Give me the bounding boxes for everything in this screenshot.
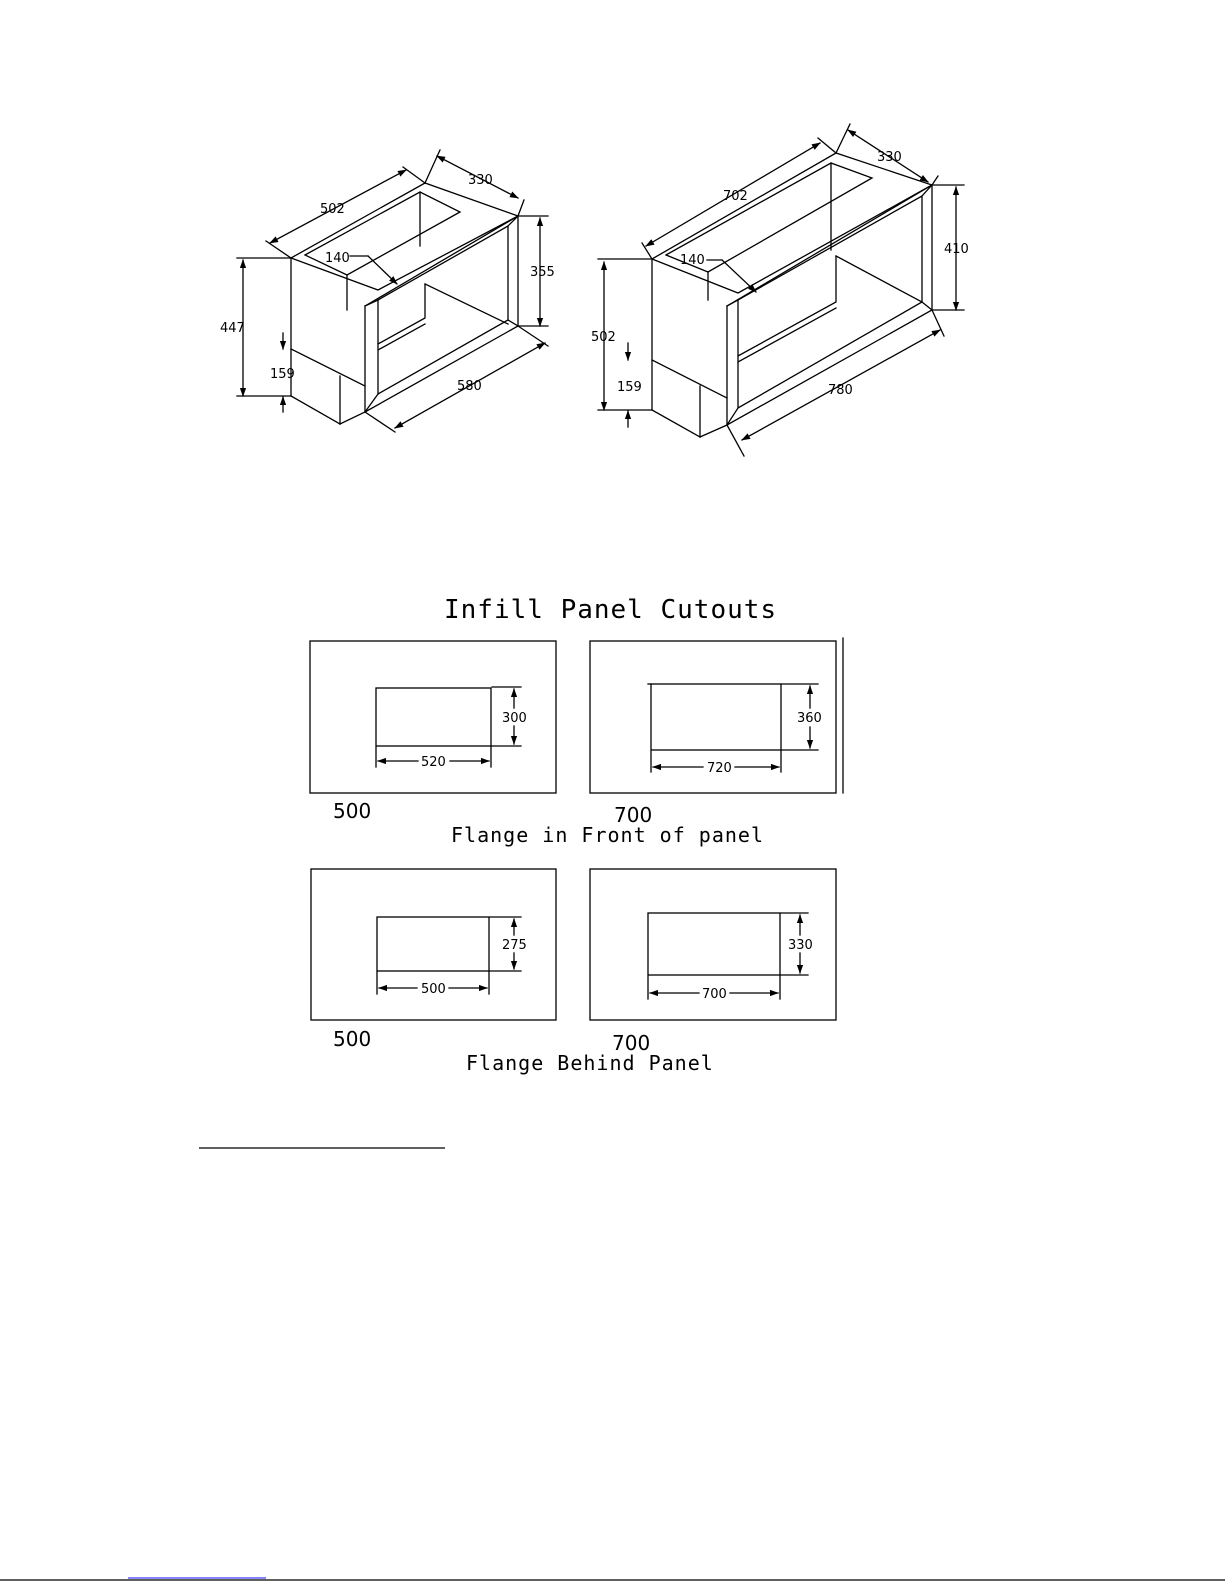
box-700-flange-width-label: 780	[828, 383, 853, 398]
box-500-depth-label: 330	[468, 173, 493, 188]
front-panel-700	[590, 638, 843, 827]
front-700-width-label: 720	[707, 761, 732, 776]
front-700-height-label: 360	[797, 711, 822, 726]
box-500-flange-width-label: 580	[457, 379, 482, 394]
isometric-box-500	[220, 150, 555, 432]
box-500-length-label: 502	[320, 202, 345, 217]
front-700-label: 700	[614, 803, 653, 827]
cutouts-title: Infill Panel Cutouts	[444, 595, 778, 625]
box-700-base-height-label: 159	[617, 380, 642, 395]
behind-panel-700	[590, 869, 836, 1055]
front-500-label: 500	[333, 799, 372, 823]
box-700-depth-label: 330	[877, 150, 902, 165]
box-500-total-height-label: 447	[220, 321, 245, 336]
behind-panel-500	[311, 869, 556, 1051]
isometric-box-700	[591, 124, 969, 456]
behind-500-width-label: 500	[421, 982, 446, 997]
box-700-dimensions	[598, 124, 964, 456]
behind-700-label: 700	[612, 1031, 651, 1055]
front-500-width-label: 520	[421, 755, 446, 770]
box-700-length-label: 702	[723, 189, 748, 204]
front-500-height-label: 300	[502, 711, 527, 726]
behind-caption: Flange Behind Panel	[466, 1051, 714, 1075]
box-700-body	[652, 153, 932, 437]
behind-500-height-label: 275	[502, 938, 527, 953]
behind-700-height-label: 330	[788, 938, 813, 953]
box-500-body	[291, 183, 518, 424]
box-700-flange-label: 140	[680, 253, 705, 268]
behind-500-label: 500	[333, 1027, 372, 1051]
behind-700-width-label: 700	[702, 987, 727, 1002]
box-500-opening-height-label: 355	[530, 265, 555, 280]
box-700-total-height-label: 502	[591, 330, 616, 345]
box-700-opening-height-label: 410	[944, 242, 969, 257]
front-panel-500	[310, 641, 556, 823]
front-caption: Flange in Front of panel	[451, 823, 764, 847]
box-500-base-height-label: 159	[270, 367, 295, 382]
box-500-flange-label: 140	[325, 251, 350, 266]
